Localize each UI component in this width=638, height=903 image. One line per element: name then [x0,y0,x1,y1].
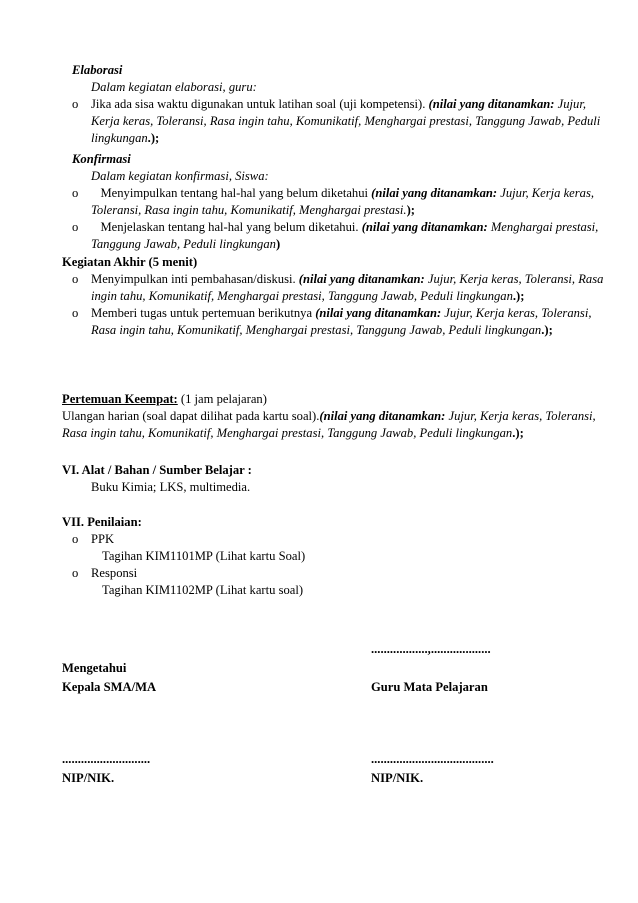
bullet-icon: o [72,220,79,234]
item-values: Jujur, Kerja keras, Toleransi, Rasa ingin tahu, Komunikatif, Menghargai prestasi, Tanggung Jawab, Peduli lingkungan [91,272,604,303]
section-vi [62,462,607,496]
list-item [62,531,607,548]
section-vi-content: Buku Kimia; LKS, multimedia. [91,480,251,494]
pertemuan-values: Jujur, Kerja keras, Toleransi, Rasa ingin tahu, Komunikatif, Menghargai prestasi, Tanggung Jawab, Peduli lingkungan [62,409,596,440]
item-label: (nilai yang ditanamkan: [361,220,488,234]
item-detail: Tagihan KIM1102MP (Lihat kartu soal) [102,583,304,597]
signature-guru-label: Guru Mata Pelajaran [371,680,488,694]
list-item [62,219,607,253]
item-close: .); [147,131,160,145]
item-label: Responsi [91,566,138,580]
item-label: (nilai yang ditanamkan: [428,97,555,111]
item-text: Menjelaskan tentang hal-hal yang belum diketahui. [91,220,362,234]
signature-right-dots: ....................................... [371,752,494,766]
bullet-icon: o [72,97,79,111]
item-text: Menyimpulkan tentang hal-hal yang belum diketahui [91,186,372,200]
signature-right-nip: NIP/NIK. [371,771,424,785]
item-values: Jujur, Kerja keras, Toleransi, Rasa ingin tahu, Komunikatif, Menghargai prestasi, Tanggung Jawab, Peduli lingkungan [91,306,592,337]
kegiatan-akhir-section [62,254,607,339]
bullet-icon: o [72,186,79,200]
signature-left-nip: NIP/NIK. [62,771,115,785]
item-label: PPK [91,532,115,546]
item-detail: Tagihan KIM1101MP (Lihat kartu Soal) [102,549,306,563]
section-vi-heading: VI. Alat / Bahan / Sumber Belajar : [62,463,252,477]
elaborasi-heading: Elaborasi [72,63,123,77]
section-vii-heading: VII. Penilaian: [62,515,142,529]
signature-left-dots: ............................ [62,752,151,766]
signature-mengetahui: Mengetahui [62,661,127,675]
konfirmasi-intro: Dalam kegiatan konfirmasi, Siswa: [91,169,269,183]
item-text: Jika ada sisa waktu digunakan untuk latihan soal (uji kompetensi). [91,97,429,111]
signature-date-dots: ..................,................... [371,642,491,656]
bullet-icon: o [72,566,79,580]
pertemuan-label: (nilai yang ditanamkan: [319,409,446,423]
item-values: Jujur, Kerja keras, Toleransi, Rasa ingin tahu, Komunikatif, Menghargai prestasi. [91,186,595,217]
bullet-icon: o [72,306,79,320]
item-close: ); [406,203,415,217]
pertemuan-keempat-section [62,391,607,442]
list-item [62,271,607,305]
list-item [62,565,607,582]
list-item [62,96,607,147]
item-text: Memberi tugas untuk pertemuan berikutnya [91,306,316,320]
item-values: Menghargai prestasi, Tanggung Jawab, Peduli lingkungan [91,220,599,251]
list-item [62,185,607,219]
pertemuan-heading: Pertemuan Keempat: [62,392,178,406]
pertemuan-duration: (1 jam pelajaran) [177,392,267,406]
item-values: Jujur, Kerja keras, Toleransi, Rasa ingin tahu, Komunikatif, Menghargai prestasi, Tanggung Jawab, Peduli lingkungan [91,97,601,145]
konfirmasi-heading: Konfirmasi [72,152,131,166]
elaborasi-section [62,62,607,147]
konfirmasi-section [62,151,607,253]
item-close: .); [541,323,553,337]
signature-kepala-label: Kepala SMA/MA [62,680,157,694]
item-close: .); [512,289,525,303]
bullet-icon: o [72,272,79,286]
item-label: (nilai yang ditanamkan: [315,306,442,320]
pertemuan-close: .); [512,426,524,440]
bullet-icon: o [72,532,79,546]
elaborasi-intro: Dalam kegiatan elaborasi, guru: [91,80,257,94]
item-text: Menyimpulkan inti pembahasan/diskusi. [91,272,299,286]
item-label: (nilai yang ditanamkan: [371,186,498,200]
pertemuan-text: Ulangan harian (soal dapat dilihat pada kartu soal). [62,409,320,423]
kegiatan-akhir-heading: Kegiatan Akhir (5 menit) [62,255,198,269]
list-item [62,305,607,339]
section-vii [62,514,607,599]
item-label: (nilai yang ditanamkan: [298,272,425,286]
item-close: ) [275,237,281,251]
pertemuan-body [62,408,607,442]
